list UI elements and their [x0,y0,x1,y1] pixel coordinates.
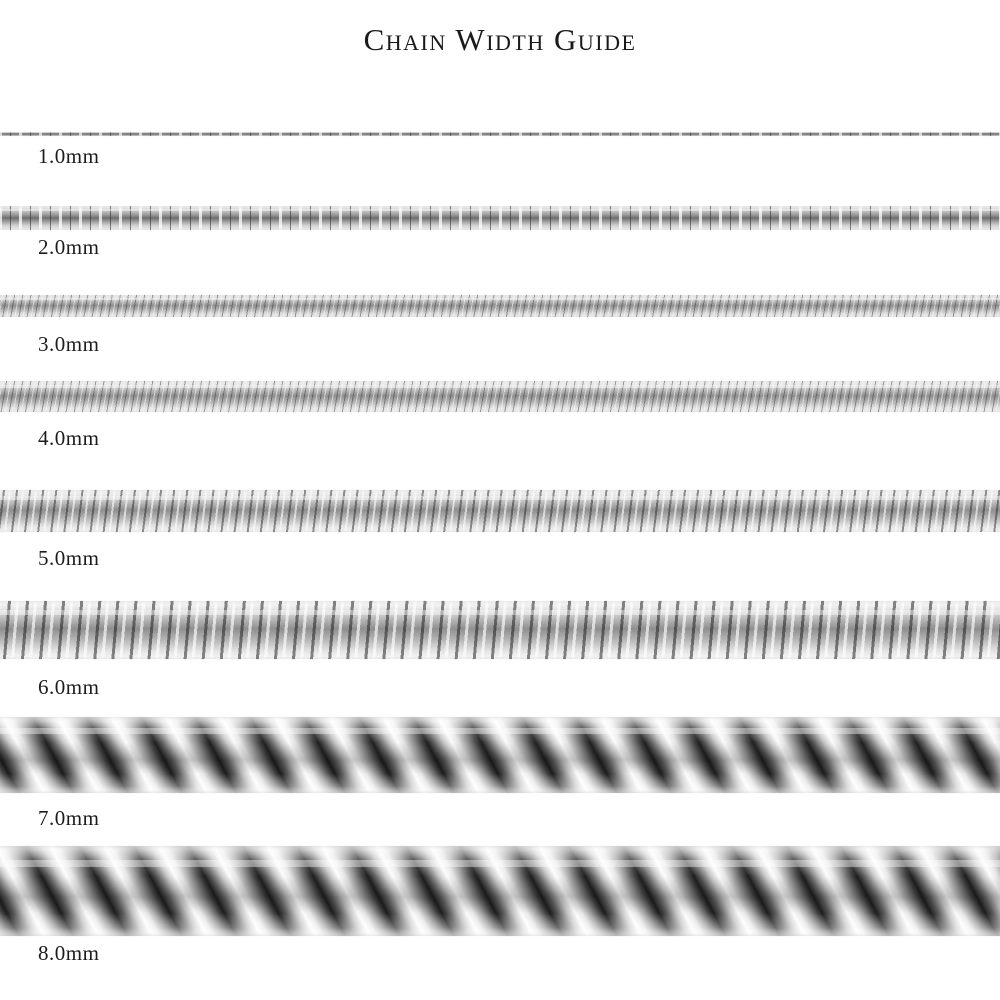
chain-texture [0,600,1000,660]
chain-highlight [0,860,1000,867]
chain-highlight [0,728,1000,734]
chain-highlight [0,496,1000,500]
chain-highlight [0,610,1000,615]
chain-texture [0,716,1000,794]
chain-sample-5.0mm [0,489,1000,533]
page-title: Chain Width Guide [363,22,637,57]
chain-sample-1.0mm [0,131,1000,137]
chain-highlight [0,209,1000,211]
chain-edge-shading [0,845,1000,937]
chain-width-label: 7.0mm [38,806,100,830]
chain-highlight [0,132,1000,133]
chain-texture [0,131,1000,137]
chain-sample-2.0mm [0,205,1000,231]
chain-sample-4.0mm [0,380,1000,413]
chain-sample-7.0mm [0,716,1000,794]
chain-sample-8.0mm [0,845,1000,937]
chain-edge-shading [0,600,1000,660]
chain-texture [0,294,1000,318]
chain-width-label: 2.0mm [38,235,100,259]
chain-highlight [0,385,1000,388]
chain-width-label: 5.0mm [38,546,100,570]
chain-highlight [0,298,1000,300]
chain-sample-6.0mm [0,600,1000,660]
chain-width-label: 8.0mm [38,941,100,965]
chain-width-label: 4.0mm [38,426,100,450]
chain-width-label: 1.0mm [38,144,100,168]
chain-width-label: 3.0mm [38,332,100,356]
chain-texture [0,380,1000,413]
chain-sample-3.0mm [0,294,1000,318]
chain-texture [0,845,1000,937]
chain-texture [0,205,1000,231]
chain-texture [0,489,1000,533]
chain-width-label: 6.0mm [38,675,100,699]
